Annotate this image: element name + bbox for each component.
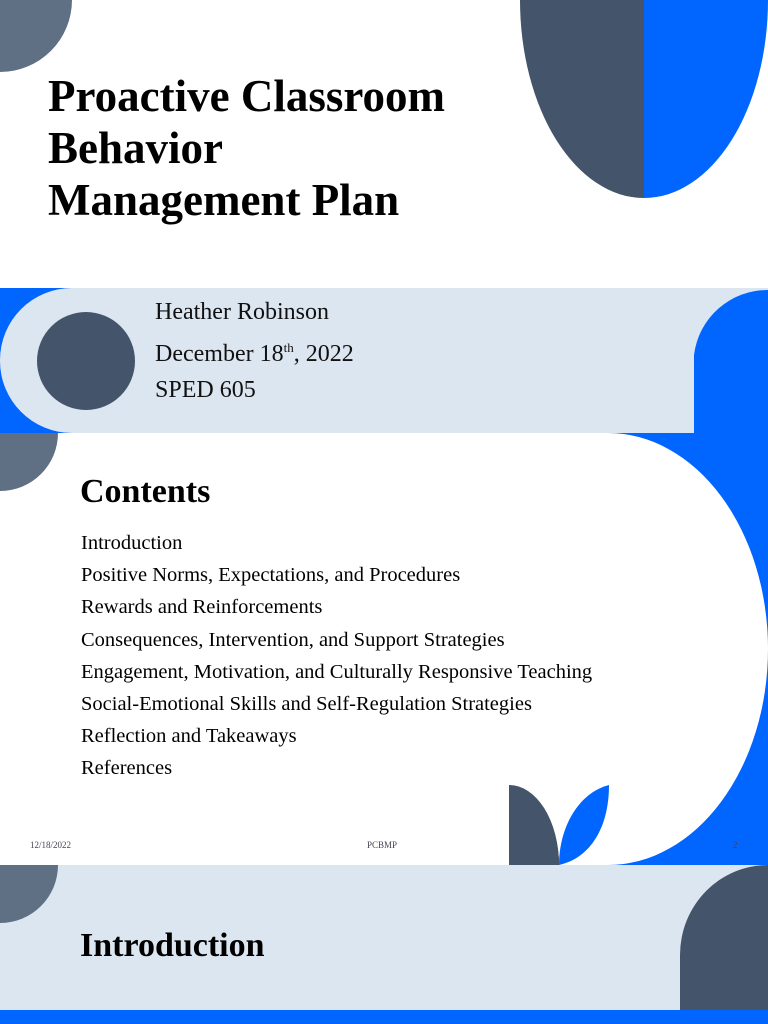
dark-circle — [37, 312, 135, 410]
list-item: Social-Emotional Skills and Self-Regulation Strategies — [81, 693, 532, 716]
list-item: References — [81, 757, 173, 780]
course-code: SPED 605 — [155, 377, 256, 403]
subtitle-block — [155, 294, 354, 408]
leaf-blue-body — [559, 785, 609, 865]
introduction-slide — [0, 865, 768, 1024]
list-item: Engagement, Motivation, and Culturally Responsive Teaching — [81, 660, 593, 683]
bottom-blue-bar — [0, 1010, 768, 1024]
list-item: Reflection and Takeaways — [81, 725, 297, 748]
title-slide — [0, 0, 768, 433]
list-item: Consequences, Intervention, and Support Strategies — [81, 628, 505, 651]
contents-list — [81, 527, 592, 785]
blue-arch — [694, 290, 768, 433]
presentation-date: December 18th, 2022 — [155, 340, 354, 367]
footer-page-number: 2 — [733, 840, 738, 850]
leaf-right-blue — [644, 0, 768, 198]
dark-leaf — [680, 865, 768, 1010]
introduction-heading: Introduction — [80, 927, 265, 964]
list-item: Introduction — [81, 532, 183, 554]
corner-quarter-circle — [0, 0, 72, 72]
corner-quarter-circle — [0, 433, 58, 491]
footer-date: 12/18/2022 — [30, 840, 72, 850]
presentation-title: Proactive Classroom Behavior Management Plan — [48, 71, 446, 225]
corner-quarter-circle — [0, 865, 58, 923]
list-item: Rewards and Reinforcements — [81, 596, 323, 619]
leaf-left-dark — [520, 0, 644, 198]
list-item: Positive Norms, Expectations, and Procedures — [81, 564, 461, 587]
contents-heading: Contents — [80, 473, 211, 510]
contents-slide — [0, 433, 768, 865]
footer-title: PCBMP — [367, 840, 398, 850]
author-name: Heather Robinson — [155, 299, 329, 325]
